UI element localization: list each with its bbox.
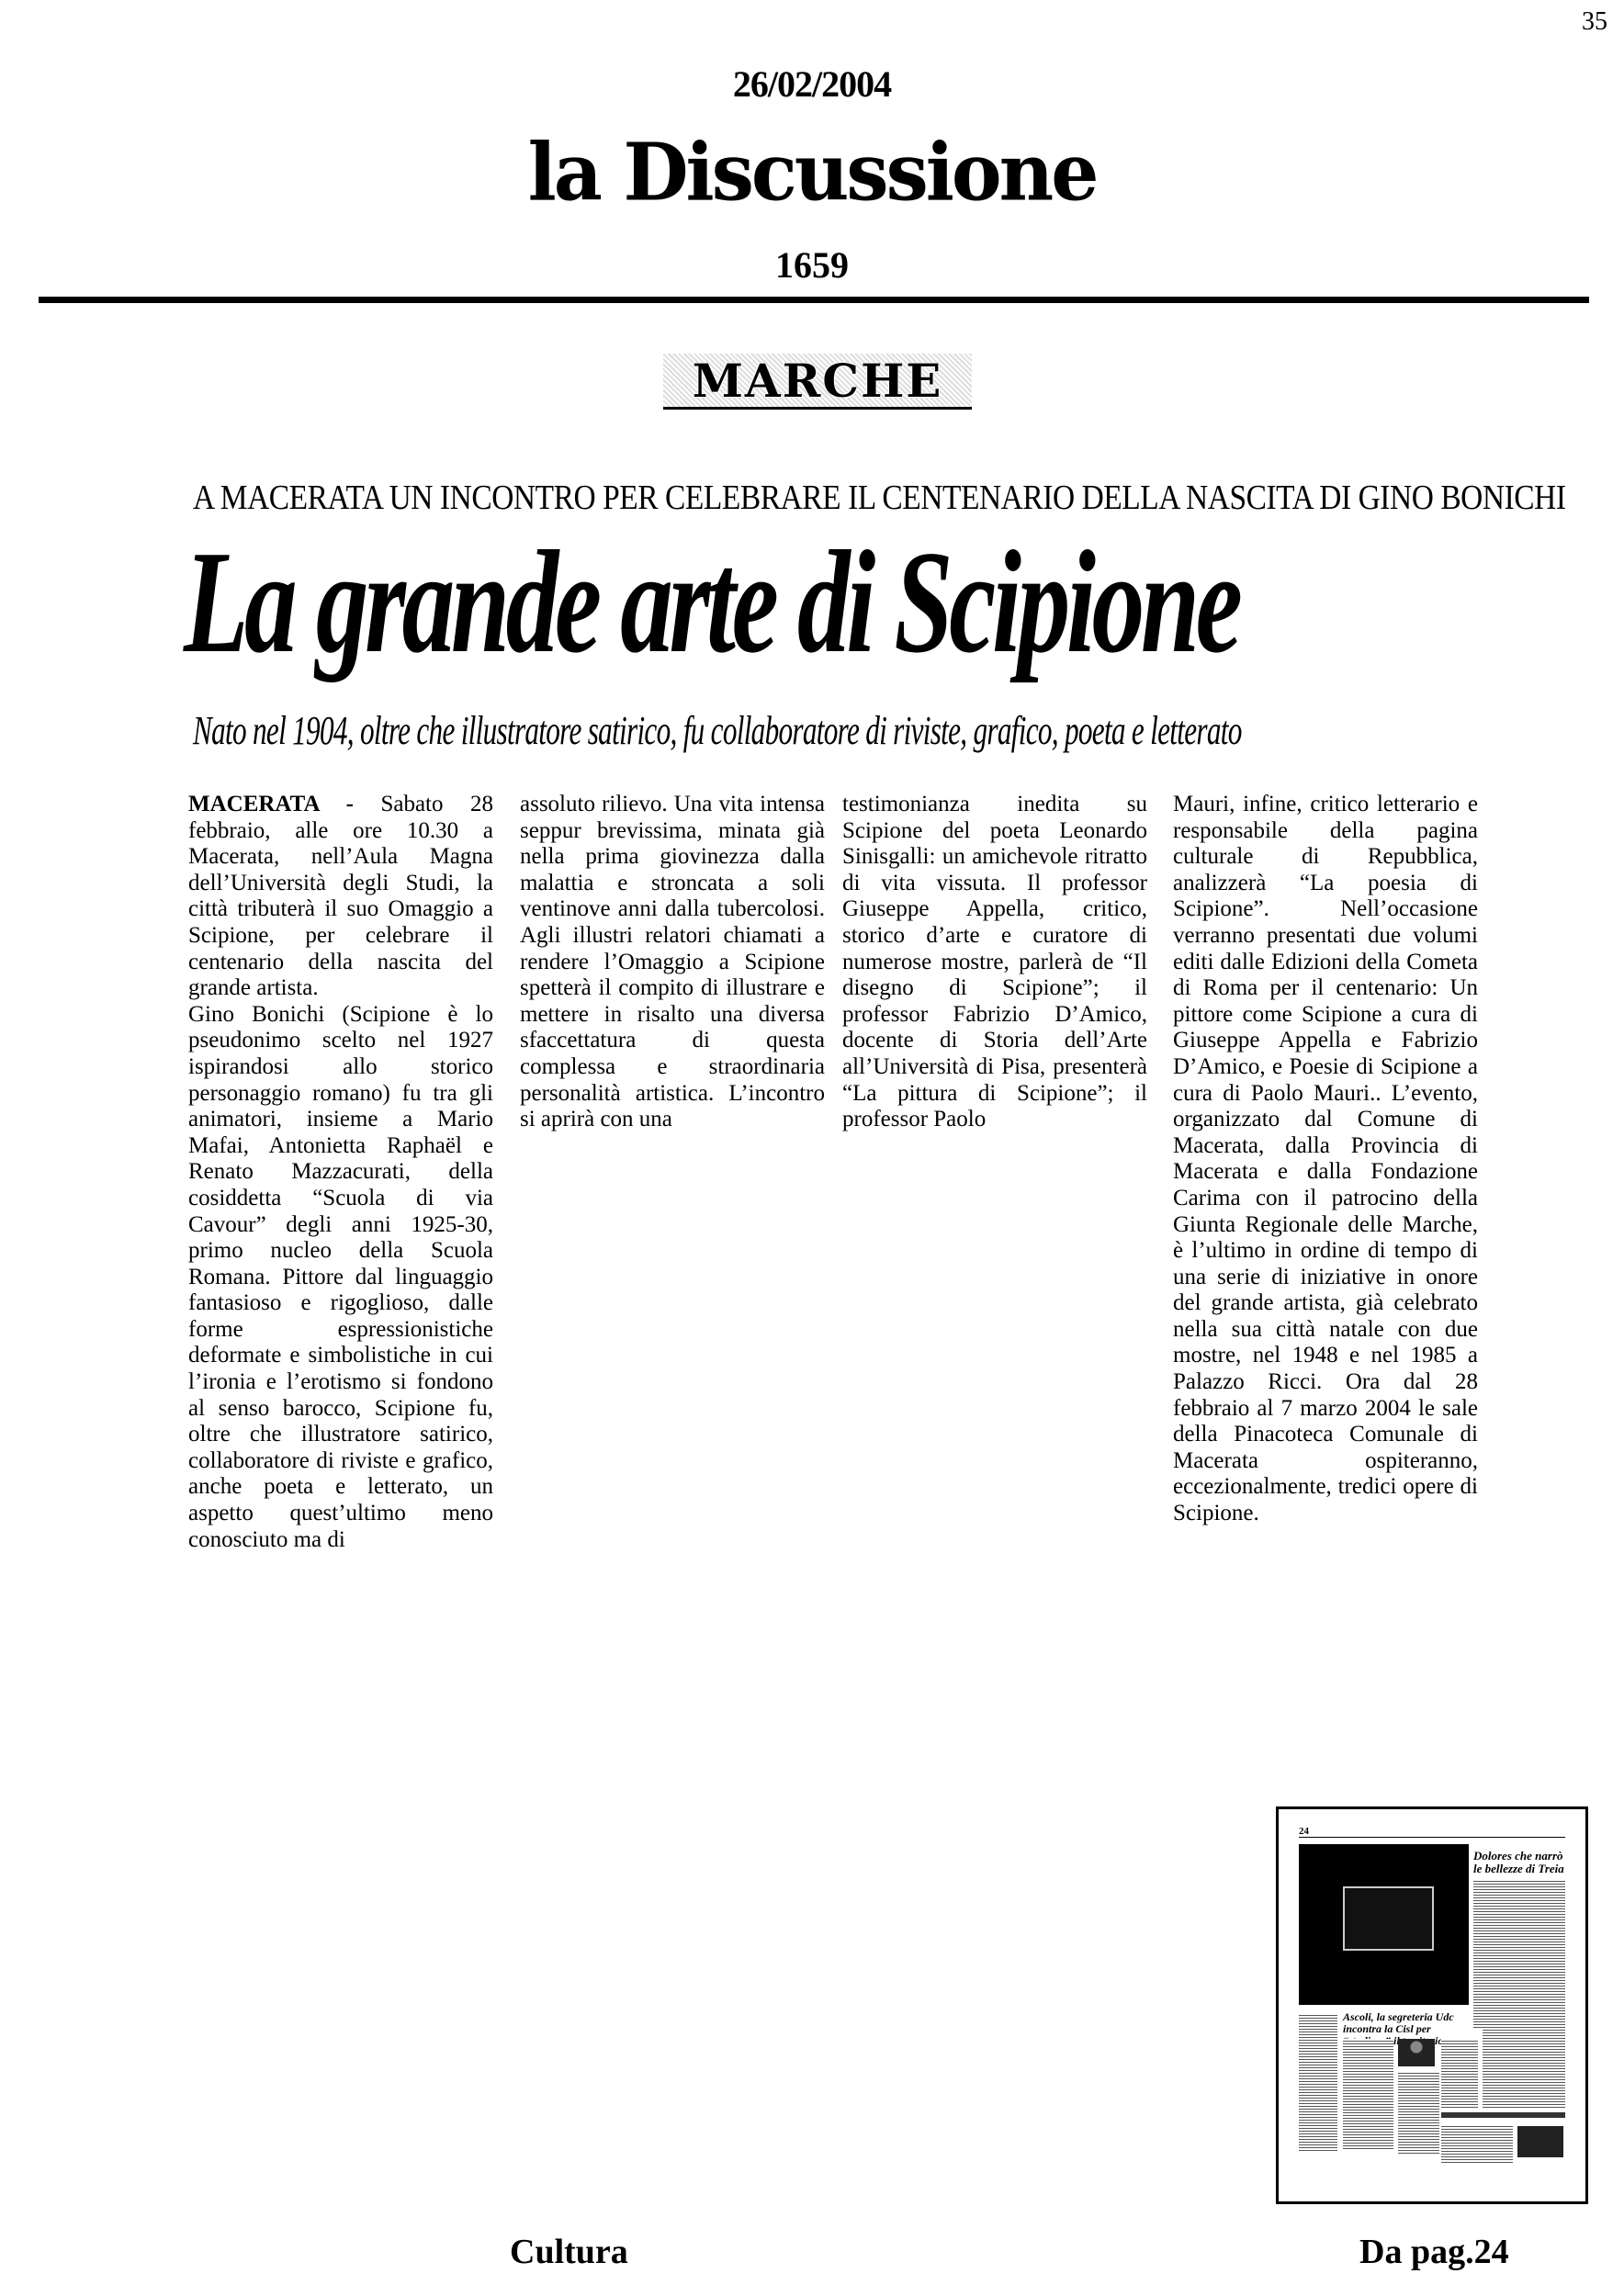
thumbnail-text-mid2	[1398, 2071, 1439, 2154]
thumbnail-text-bottom	[1441, 2126, 1513, 2163]
dateline: MACERATA -	[188, 792, 354, 816]
page-number: 35	[1582, 7, 1607, 36]
footer-section: Cultura	[510, 2233, 628, 2271]
footer-source-page: Da pag.24	[1359, 2233, 1509, 2271]
paragraph	[188, 792, 493, 1002]
thumbnail-portrait	[1398, 2039, 1435, 2066]
thumbnail-text-right2	[1483, 2030, 1565, 2108]
article-column-2	[520, 792, 825, 1133]
issue-number: 1659	[775, 244, 849, 286]
article-column-4	[1173, 792, 1478, 1527]
paragraph: testimonianza inedita su Scipione del poeta Leonardo Sinisgalli: un amichevole ritratto di vita vissuta. Il professor Giuseppe Appella, critico, storico d’arte e curatore di numerose mostre, parlerà de “Il disegno di Scipione”; il professor Fabrizio D’Amico, docente di Storia dell’Arte all’Università di Pisa, presenterà “La pittura di Scipione”; il professor Paolo	[842, 792, 1147, 1132]
paragraph: assoluto rilievo. Una vita intensa seppur brevissima, minata già nella prima giovinezza dalla malattia e stroncata a soli ventinove anni dalla tubercolosi. Agli illustri relatori chiamati a rendere l’Omaggio a Scipione spetterà il compito di illustrare e mettere in risalto una diversa sfaccettatura di questa complessa e straordinaria personalità artistica. L’incontro si aprirà con una	[520, 792, 825, 1132]
article-column-3	[842, 792, 1147, 1133]
thumbnail-bottom-photo	[1517, 2126, 1563, 2157]
header-rule	[39, 297, 1589, 303]
paragraph-text: Sabato 28 febbraio, alle ore 10.30 a Macerata, nell’Aula Magna dell’Università degli Studi, la città tributerà il suo Omaggio a Scipione, per celebrare il centenario della nascita del grande artista.	[188, 792, 493, 1001]
section-tag: MARCHE	[663, 354, 972, 410]
thumbnail-text-mid	[1343, 2039, 1393, 2149]
article-headline: La grande arte di Scipione	[184, 520, 1239, 683]
thumbnail-headline-right: Dolores che narrò le bellezze di Treia	[1473, 1849, 1564, 1875]
paragraph: Mauri, infine, critico letterario e responsabile della pagina culturale di Repubblica, analizzerà “La poesia di Scipione”. Nell’occasione verranno presentati due volumi editi dalle Edizioni della Cometa di Roma per il centenario: Un pittore come Scipione a cura di Giuseppe Appella e Fabrizio D’Amico, e Poesie di Scipione a cura di Paolo Mauri.. L’evento, organizzato dal Comune di Macerata, dalla Provincia di Macerata e dalla Fondazione Carima con il patrocino della Giunta Regionale delle Marche, è l’ultimo in ordine di tempo di una serie di iniziative in onore del grande artista, già celebrato nella sua città natale con due mostre, nel 1948 e nel 1985 a Palazzo Ricci. Ora dal 28 febbraio al 7 marzo 2004 le sale della Pinacoteca Comunale di Macerata ospiteranno, eccezionalmente, tredici opere di Scipione.	[1173, 792, 1478, 1526]
clipping-date: 26/02/2004	[732, 63, 892, 105]
article-column-1	[188, 792, 493, 1553]
paragraph: Gino Bonichi (Scipione è lo pseudonimo scelto nel 1927 ispirandosi allo storico personaggio romano) fu tra gli animatori, insieme a Mario Mafai, Antonietta Raphaël e Renato Mazzacurati, della cosiddetta “Scuola di via Cavour” degli anni 1925-30, primo nucleo della Scuola Romana. Pittore dal linguaggio fantasioso e rigoglioso, dalle forme espressionistiche deformate e simbolistiche in cui l’ironia e l’erotismo si fondono al senso barocco, Scipione fu, oltre che illustratore satirico, collaboratore di riviste e grafico, anche poeta e letterato, un aspetto quest’ultimo meno conosciuto ma di	[188, 1001, 493, 1552]
thumbnail-page-label: 24	[1299, 1826, 1309, 1837]
thumbnail-text-mid3	[1441, 2039, 1478, 2108]
thumbnail-text-left	[1299, 2013, 1337, 2151]
thumbnail-text-right	[1473, 1881, 1565, 2028]
thumbnail-bar	[1441, 2112, 1565, 2118]
thumbnail-header	[1299, 1826, 1565, 1838]
article-kicker: A MACERATA UN INCONTRO PER CELEBRARE IL CENTENARIO DELLA NASCITA DI GINO BONICHI	[193, 478, 1566, 517]
newspaper-masthead: la Discussione	[527, 126, 1097, 219]
thumbnail-headline-mid: Ascoli, la segreteria Udc incontra la Cisl per il	[1343, 2010, 1454, 2047]
source-page-thumbnail	[1276, 1806, 1588, 2204]
article-subhead: Nato nel 1904, oltre che illustratore satirico, fu collaboratore di riviste, grafico, poeta e letterato	[193, 708, 1242, 753]
thumbnail-photo	[1343, 1886, 1434, 1951]
